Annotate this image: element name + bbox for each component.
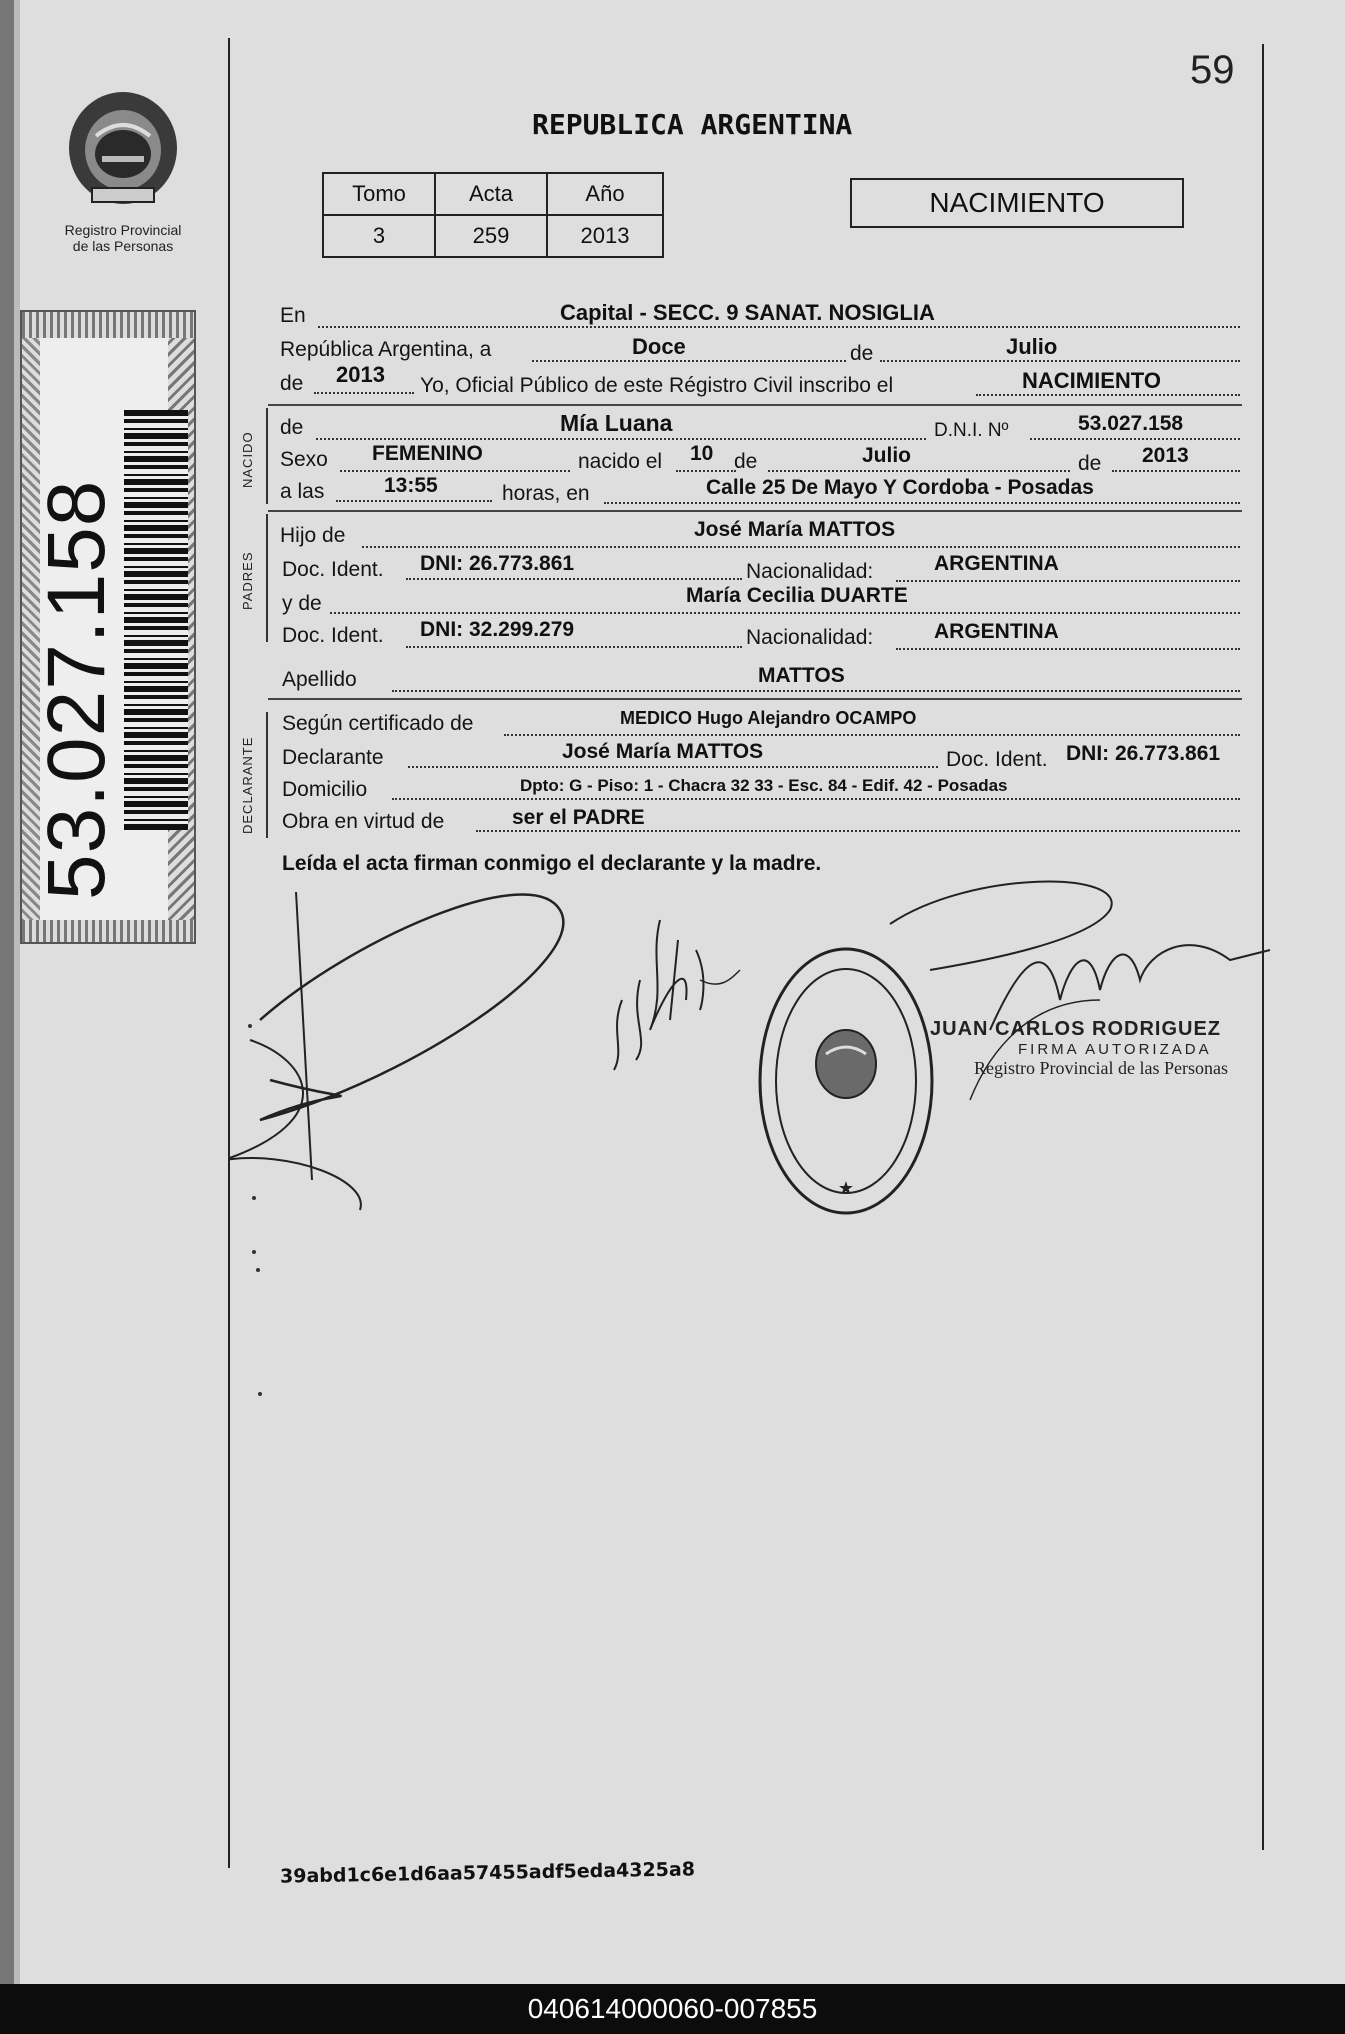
registry-event: NACIMIENTO — [1022, 368, 1161, 393]
child-sex: FEMENINO — [372, 442, 483, 465]
official-name: JUAN CARLOS RODRIGUEZ — [930, 1018, 1222, 1040]
strip-id-number: 53.027.158 — [31, 479, 122, 900]
record-value-tomo: 3 — [323, 215, 435, 257]
nacido-de-label: de — [280, 416, 304, 439]
official-role: FIRMA AUTORIZADA — [1018, 1041, 1212, 1058]
father-nationality: ARGENTINA — [934, 552, 1059, 575]
mother-dots — [330, 612, 1240, 614]
dni-dots — [1030, 438, 1240, 440]
certificado-dots — [504, 734, 1240, 736]
speck — [252, 1250, 256, 1254]
svg-text:★: ★ — [837, 1178, 855, 1198]
statement-text: Yo, Oficial Público de este Régistro Civil inscribo el — [420, 374, 894, 397]
birth-year-dots — [1112, 470, 1240, 472]
nacido-top-rule — [268, 404, 1242, 406]
day-words: Doce — [632, 334, 686, 359]
record-header-tomo: Tomo — [323, 173, 435, 215]
registry-month: Julio — [1006, 334, 1058, 359]
declarante-bracket — [266, 712, 268, 838]
declarante-name: José María MATTOS — [562, 740, 764, 763]
barcode-icon — [124, 410, 188, 830]
birth-de-label-1: de — [734, 450, 758, 473]
sexo-dots — [340, 470, 570, 472]
mother-nationality-dots — [896, 648, 1240, 650]
domicilio-label: Domicilio — [282, 778, 368, 801]
apellido-label: Apellido — [282, 668, 357, 691]
record-value-acta: 259 — [435, 215, 547, 257]
province-seal-icon — [62, 84, 184, 208]
strip-pattern-top — [22, 312, 194, 338]
mother-doc-dots — [406, 646, 742, 648]
certificado-value: MEDICO Hugo Alejandro OCAMPO — [620, 708, 917, 728]
record-table-header-row — [323, 173, 663, 215]
birth-de-label-2: de — [1078, 452, 1102, 475]
de-label-2: de — [280, 372, 304, 395]
nacido-bottom-rule — [268, 510, 1242, 512]
obra-value: ser el PADRE — [512, 806, 645, 829]
binder-edge — [0, 0, 14, 1984]
official-signature-block — [930, 1018, 1228, 1079]
en-label: En — [280, 304, 306, 327]
name-dots — [316, 438, 926, 440]
father-nationality-label: Nacionalidad: — [746, 560, 874, 583]
day-dots — [532, 360, 846, 362]
seal-caption — [38, 222, 208, 254]
sexo-label: Sexo — [280, 448, 328, 471]
mother-nationality: ARGENTINA — [934, 620, 1059, 643]
nacido-el-label: nacido el — [578, 450, 663, 473]
apellido-value: MATTOS — [758, 664, 845, 687]
horas-en-label: horas, en — [502, 482, 590, 505]
nacido-bracket — [266, 408, 268, 504]
mother-nationality-label: Nacionalidad: — [746, 626, 874, 649]
birth-place-dots — [604, 502, 1240, 504]
padres-section-label: PADRES — [240, 551, 255, 610]
father-doc-label: Doc. Ident. — [282, 558, 384, 581]
padres-bracket — [266, 514, 268, 642]
declarante-dots — [408, 766, 938, 768]
place-dots — [318, 326, 1240, 328]
record-type-box: NACIMIENTO — [850, 178, 1184, 228]
year-dots — [314, 392, 414, 394]
record-table — [322, 172, 664, 258]
birth-registry-place: Capital - SECC. 9 SANAT. NOSIGLIA — [560, 300, 935, 325]
footer-code: 040614000060-007855 — [527, 1993, 818, 2024]
speck — [252, 1196, 256, 1200]
record-table-value-row — [323, 215, 663, 257]
obra-dots — [476, 830, 1240, 832]
official-stamp-icon — [756, 944, 936, 1218]
id-strip — [20, 310, 196, 944]
hijo-de-label: Hijo de — [280, 524, 346, 547]
birth-place: Calle 25 De Mayo Y Cordoba - Posadas — [706, 476, 1094, 499]
birth-month-dots — [768, 470, 1070, 472]
strip-pattern-bottom — [22, 920, 194, 942]
mother-doc-label: Doc. Ident. — [282, 624, 384, 647]
declarante-doc-label: Doc. Ident. — [946, 748, 1048, 771]
declarante-label: Declarante — [282, 746, 384, 769]
y-de-label: y de — [282, 592, 322, 615]
declarante-doc: DNI: 26.773.861 — [1066, 742, 1221, 765]
footer-bar — [0, 1984, 1345, 2034]
closing-statement: Leída el acta firman conmigo el declarante y la madre. — [282, 852, 822, 875]
mother-doc: DNI: 32.299.279 — [420, 618, 575, 641]
record-value-anio: 2013 — [547, 215, 663, 257]
nacido-section-label: NACIDO — [240, 431, 255, 488]
dni-label: D.N.I. Nº — [934, 420, 1009, 441]
certificado-label: Según certificado de — [282, 712, 474, 735]
father-name: José María MATTOS — [694, 518, 896, 541]
binder-edge-inner — [14, 0, 20, 1984]
page-number: 59 — [1190, 48, 1235, 92]
record-header-acta: Acta — [435, 173, 547, 215]
time-dots — [336, 500, 492, 502]
country-title: REPUBLICA ARGENTINA — [532, 108, 853, 141]
father-dots — [362, 546, 1240, 548]
obra-label: Obra en virtud de — [282, 810, 445, 833]
speck — [256, 1268, 260, 1272]
apellido-dots — [392, 690, 1240, 692]
a-las-label: a las — [280, 480, 325, 503]
seal-caption-line2: de las Personas — [72, 238, 174, 254]
father-nationality-dots — [896, 580, 1240, 582]
birth-time: 13:55 — [384, 474, 438, 497]
speck — [258, 1392, 262, 1396]
domicilio-dots — [392, 798, 1240, 800]
father-doc-dots — [406, 578, 742, 580]
event-dots — [976, 394, 1240, 396]
speck — [248, 1024, 252, 1028]
registry-year: 2013 — [336, 362, 385, 387]
record-header-anio: Año — [547, 173, 663, 215]
apellido-bottom-rule — [268, 698, 1242, 700]
domicilio-value: Dpto: G - Piso: 1 - Chacra 32 33 - Esc. 84 - Edif. 42 - Posadas — [520, 776, 1008, 795]
document-hash: 39abd1c6e1d6aa57455adf5eda4325a8 — [279, 1858, 696, 1888]
declarante-section-label: DECLARANTE — [240, 736, 255, 834]
birth-day-dots — [676, 470, 736, 472]
birth-day: 10 — [690, 442, 714, 465]
birth-year: 2013 — [1142, 444, 1189, 467]
child-name: Mía Luana — [560, 410, 673, 436]
child-dni: 53.027.158 — [1078, 412, 1184, 435]
seal-caption-line1: Registro Provincial — [64, 222, 182, 238]
birth-month: Julio — [862, 444, 912, 467]
month-dots — [880, 360, 1240, 362]
father-doc: DNI: 26.773.861 — [420, 552, 575, 575]
official-office: Registro Provincial de las Personas — [974, 1058, 1228, 1078]
de-label-1: de — [850, 342, 874, 365]
mother-name: María Cecilia DUARTE — [686, 584, 908, 607]
republic-label: República Argentina, a — [280, 338, 492, 361]
